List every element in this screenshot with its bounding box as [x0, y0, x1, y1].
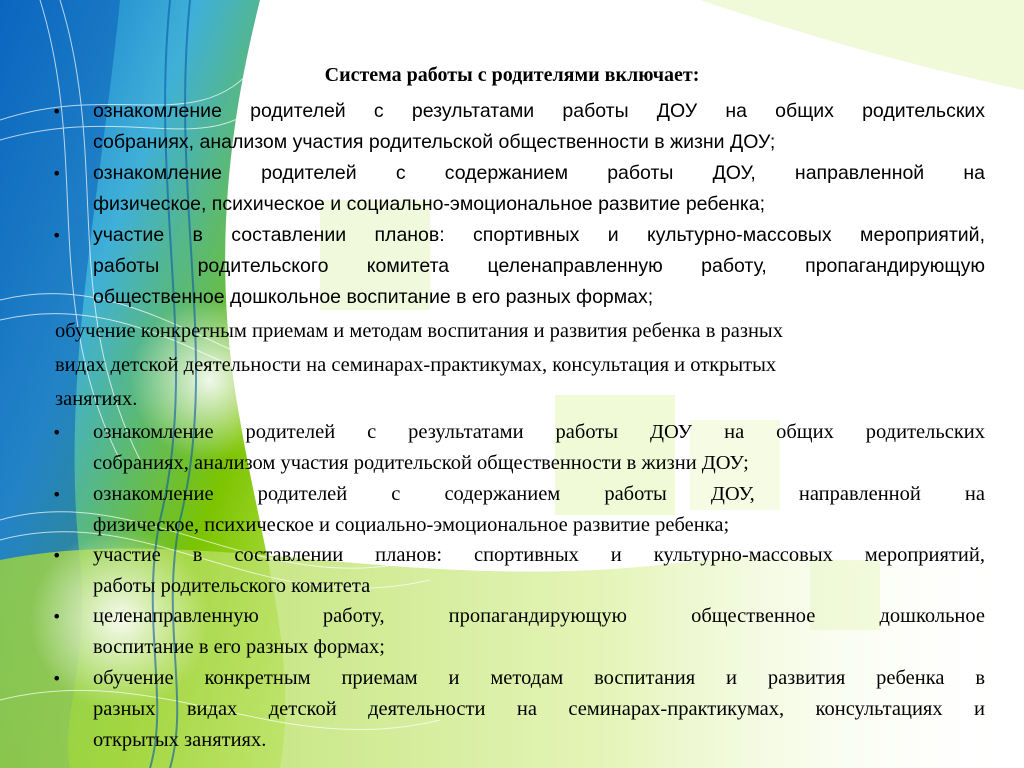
text-line: ознакомление родителей с содержанием работы ДОУ, направленной на: [93, 483, 985, 505]
text-line: собраниях, анализом участия родительской общественности в жизни ДОУ;: [93, 452, 749, 474]
bullet-icon: •: [52, 607, 62, 626]
bullet-icon: •: [52, 546, 62, 565]
text-line: общественное дошкольное воспитание в его разных формах;: [93, 286, 654, 308]
text-line: воспитание в его разных формах;: [93, 636, 385, 658]
bullet-icon: •: [52, 102, 62, 121]
text-line: работы родительского комитета: [93, 575, 371, 597]
list-item-text: [93, 663, 985, 756]
text-line: ознакомление родителей с результатами работы ДОУ на общих родительских: [93, 421, 985, 443]
text-line: участие в составлении планов: спортивных и культурно-массовых мероприятий,: [93, 544, 985, 566]
slide-title: Система работы с родителями включает:: [324, 64, 700, 86]
list-item-text: [93, 601, 985, 663]
paragraph-text: [55, 314, 985, 416]
list-item-text: [93, 96, 985, 158]
text-line: работы родительского комитета целенаправленную работу, пропагандирующую: [93, 255, 985, 277]
text-line: видах детской деятельности на семинарах-практикумах, консультация и открытых: [55, 354, 777, 376]
bullet-icon: •: [52, 485, 62, 504]
text-line: ознакомление родителей с содержанием работы ДОУ, направленной на: [93, 162, 985, 184]
text-line: разных видах детской деятельности на семинарах-практикумах, консультациях и: [93, 698, 985, 720]
text-line: собраниях, анализом участия родительской общественности в жизни ДОУ;: [93, 131, 776, 153]
text-line: целенаправленную работу, пропагандирующую общественное дошкольное: [93, 605, 985, 627]
list-item-text: [93, 417, 985, 479]
bullet-icon: •: [52, 423, 62, 442]
text-line: физическое, психическое и социально-эмоциональное развитие ребенка;: [93, 514, 730, 536]
bullet-icon: •: [52, 226, 62, 245]
list-item-text: [93, 479, 985, 541]
text-line: обучение конкретным приемам и методам воспитания и развития ребенка в: [93, 667, 985, 689]
text-line: открытых занятиях.: [93, 729, 267, 751]
text-line: участие в составлении планов: спортивных и культурно-массовых мероприятий,: [93, 224, 985, 246]
list-item-text: [93, 220, 985, 313]
text-line: занятиях.: [55, 388, 138, 410]
text-line: ознакомление родителей с результатами работы ДОУ на общих родительских: [93, 100, 985, 122]
bullet-icon: •: [52, 164, 62, 183]
text-line: обучение конкретным приемам и методам воспитания и развития ребенка в разных: [55, 320, 783, 342]
bullet-icon: •: [52, 669, 62, 688]
list-item-text: [93, 540, 985, 602]
text-line: физическое, психическое и социально-эмоциональное развитие ребенка;: [93, 193, 766, 215]
list-item-text: [93, 158, 985, 220]
